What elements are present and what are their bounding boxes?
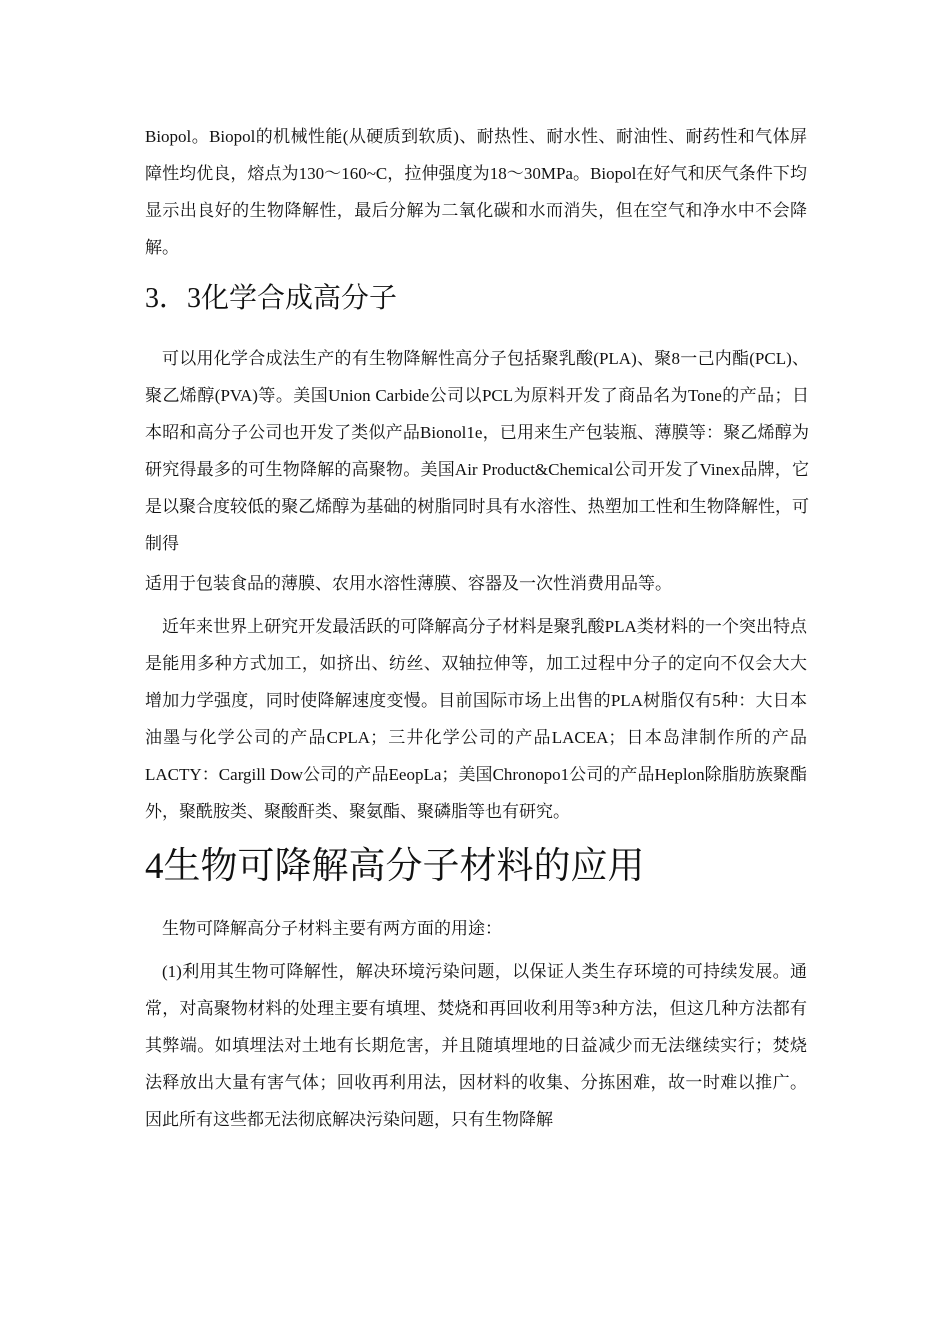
paragraph-chemical-synthesis: 可以用化学合成法生产的有生物降解性高分子包括聚乳酸(PLA)、聚8一己内酯(PCL)、聚乙烯醇(PVA)等。美国Union Carbide公司以PCL为原料开发了商品名为Tone的产品；日本昭和高分子公司也开发了类似产品Bionol1e，已用来生产包装瓶、薄膜等：聚乙烯醇为研究得最多的可生物降解的高聚物。美国Air Product&Chemical公司开发了Vinex品牌，它是以聚合度较低的聚乙烯醇为基础的树脂同时具有水溶性、热塑加工性和生物降解性，可制得 [145,349,809,553]
intro-paragraph: Biopol。Biopol的机械性能(从硬质到软质)、耐热性、耐水性、耐油性、耐药性和气体屏障性均优良，熔点为130～160~C，拉伸强度为18～30MPa。Biopol在好气和厌气条件下均显示出良好的生物降解性，最后分解为二氧化碳和水而消失，但在空气和净水中不会降解。 [145,127,807,257]
paragraph-vinex-uses: 适用于包装食品的薄膜、农用水溶性薄膜、容器及一次性消费用品等。 [145,574,672,593]
paragraph-uses-intro: 生物可降解高分子材料主要有两方面的用途： [162,919,502,938]
paragraph-environment: (1)利用其生物可降解性，解决环境污染问题，以保证人类生存环境的可持续发展。通常，对高聚物材料的处理主要有填埋、焚烧和再回收利用等3种方法，但这几种方法都有其弊端。如填埋法对土地有长期危害，并且随填埋地的日益减少而无法继续实行；焚烧法释放出大量有害气体；回收再利用法，因材料的收集、分拣困难，故一时难以推广。因此所有这些都无法彻底解决污染问题，只有生物降解 [145,962,807,1129]
section-heading-3-3: 3．3化学合成高分子 [145,283,398,314]
document-body [145,118,807,1138]
section-heading-4: 4生物可降解高分子材料的应用 [145,846,645,887]
paragraph-pla: 近年来世界上研究开发最活跃的可降解高分子材料是聚乳酸PLA类材料的一个突出特点是能用多种方式加工，如挤出、纺丝、双轴拉伸等，加工过程中分子的定向不仅会大大增加力学强度，同时使降解速度变慢。目前国际市场上出售的PLA树脂仅有5种：大日本油墨与化学公司的产品CPLA；三井化学公司的产品LACEA；日本岛津制作所的产品LACTY：Cargill Dow公司的产品EeopLa；美国Chronopo1公司的产品Heplon除脂肪族聚酯外，聚酰胺类、聚酸酐类、聚氨酯、聚磷脂等也有研究。 [145,617,807,821]
